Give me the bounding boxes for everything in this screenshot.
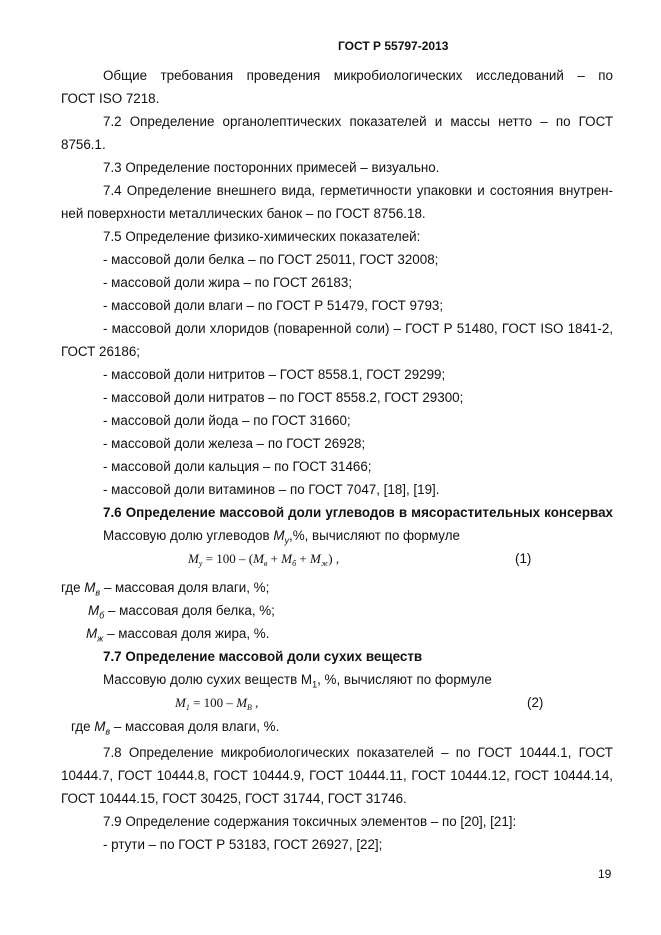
text-line (103, 672, 492, 693)
formula-symbol: M (281, 551, 293, 566)
list-item: - массовой доли нитритов – ГОСТ 8558.1, ГОСТ 29299; (103, 367, 446, 382)
list-item: - массовой доли кальция – по ГОСТ 31466; (103, 459, 372, 474)
text-line (103, 528, 460, 549)
text-fragment: Массовую долю сухих веществ М (103, 672, 313, 687)
formula-subscript: 1 (185, 703, 190, 712)
symbol: М (273, 528, 285, 543)
text-line: Общие требования проведения микробиологических исследований – по (103, 68, 613, 83)
list-item: - массовой доли влаги – по ГОСТ Р 51479, ГОСТ 9793; (103, 298, 444, 313)
formula-operator: = 100 – (189, 695, 237, 710)
text-fragment: – массовая доля жира, %. (103, 626, 270, 641)
text-line: 7.4 Определение внешнего вида, герметичности упаковки и состояния внутрен- (103, 183, 613, 198)
list-item: - массовой доли белка – по ГОСТ 25011, ГОСТ 32008; (103, 252, 439, 267)
formula-subscript: ж (320, 559, 329, 568)
text-line: ГОСТ 10444.15, ГОСТ 30425, ГОСТ 31744, ГОСТ 31746. (61, 791, 407, 806)
formula-symbol: M (175, 695, 186, 710)
section-heading: 7.6 Определение массовой доли углеводов в мясорастительных консервах (103, 505, 613, 520)
text-line: ней поверхности металлических банок – по ГОСТ 8756.18. (61, 206, 426, 221)
symbol-subscript: в (105, 726, 111, 737)
symbol-subscript: ж (97, 633, 104, 644)
text-line: ГОСТ 26186; (61, 344, 140, 359)
text-fragment: – массовая доля влаги, %; (100, 580, 270, 595)
text-line (88, 603, 275, 624)
text-line: 7.2 Определение органолептических показателей и массы нетто – по ГОСТ (103, 114, 613, 129)
formula-symbol: M (236, 695, 248, 710)
formula-number: (1) (515, 551, 532, 566)
text-line (86, 626, 269, 647)
text-fragment: ,%, вычисляют по формуле (288, 528, 460, 543)
formula-2 (175, 695, 258, 716)
text-fragment: где (71, 719, 95, 734)
formula-operator: + (267, 551, 282, 566)
text-fragment: – массовая доля влаги, %. (110, 719, 280, 734)
section-heading: 7.7 Определение массовой доли сухих веществ (103, 649, 423, 664)
symbol: М (88, 603, 100, 618)
formula-operator: ) , (328, 551, 340, 566)
text-line: ГОСТ ISO 7218. (61, 91, 160, 106)
list-item: - массовой доли жира – по ГОСТ 26183; (103, 275, 353, 290)
formula-operator: = 100 – ( (202, 551, 254, 566)
formula-symbol: M (253, 551, 264, 566)
list-item: - массовой доли железа – по ГОСТ 26928; (103, 436, 366, 451)
symbol: М (84, 580, 96, 595)
formula-subscript: б (292, 559, 297, 568)
text-line: 7.8 Определение микробиологических показателей – по ГОСТ 10444.1, ГОСТ (103, 745, 613, 760)
list-item: - ртути – по ГОСТ Р 53183, ГОСТ 26927, [22]; (103, 837, 383, 852)
symbol-subscript: в (95, 587, 101, 598)
text-fragment: Массовую долю углеводов (103, 528, 274, 543)
list-item: - массовой доли хлоридов (поваренной соли) – ГОСТ Р 51480, ГОСТ ISO 1841-2, (103, 321, 613, 336)
list-item: - массовой доли витаминов – по ГОСТ 7047, [18], [19]. (103, 482, 440, 497)
symbol-subscript: б (99, 610, 105, 621)
formula-subscript: у (198, 559, 203, 568)
text-line: 7.3 Определение посторонних примесей – визуально. (103, 160, 440, 175)
symbol-subscript: 1 (312, 679, 318, 690)
text-line: 10444.7, ГОСТ 10444.8, ГОСТ 10444.9, ГОСТ 10444.11, ГОСТ 10444.12, ГОСТ 10444.14, (61, 768, 613, 783)
text-line: 7.9 Определение содержания токсичных элементов – по [20], [21]: (103, 814, 517, 829)
formula-operator: + (296, 551, 310, 566)
text-fragment: где (61, 580, 85, 595)
list-item: - массовой доли нитратов – по ГОСТ 8558.2, ГОСТ 29300; (103, 390, 464, 405)
formula-1 (188, 551, 339, 572)
page-number: 19 (598, 867, 612, 881)
text-line (71, 719, 279, 740)
text-line: 7.5 Определение физико-химических показателей: (103, 229, 421, 244)
formula-symbol: M (188, 551, 199, 566)
formula-symbol: M (309, 551, 321, 566)
document-header: ГОСТ Р 55797-2013 (338, 39, 449, 53)
text-fragment: – массовая доля белка, %; (104, 603, 275, 618)
text-fragment: , %, вычисляют по формуле (317, 672, 492, 687)
formula-number: (2) (527, 695, 544, 710)
formula-subscript: в (263, 559, 268, 568)
symbol: М (86, 626, 98, 641)
symbol: М (94, 719, 106, 734)
formula-subscript: В (247, 703, 252, 712)
list-item: - массовой доли йода – по ГОСТ 31660; (103, 413, 351, 428)
formula-operator: , (251, 695, 259, 710)
text-line (61, 580, 269, 601)
text-line: 8756.1. (61, 137, 106, 152)
symbol-subscript: у (284, 535, 289, 546)
